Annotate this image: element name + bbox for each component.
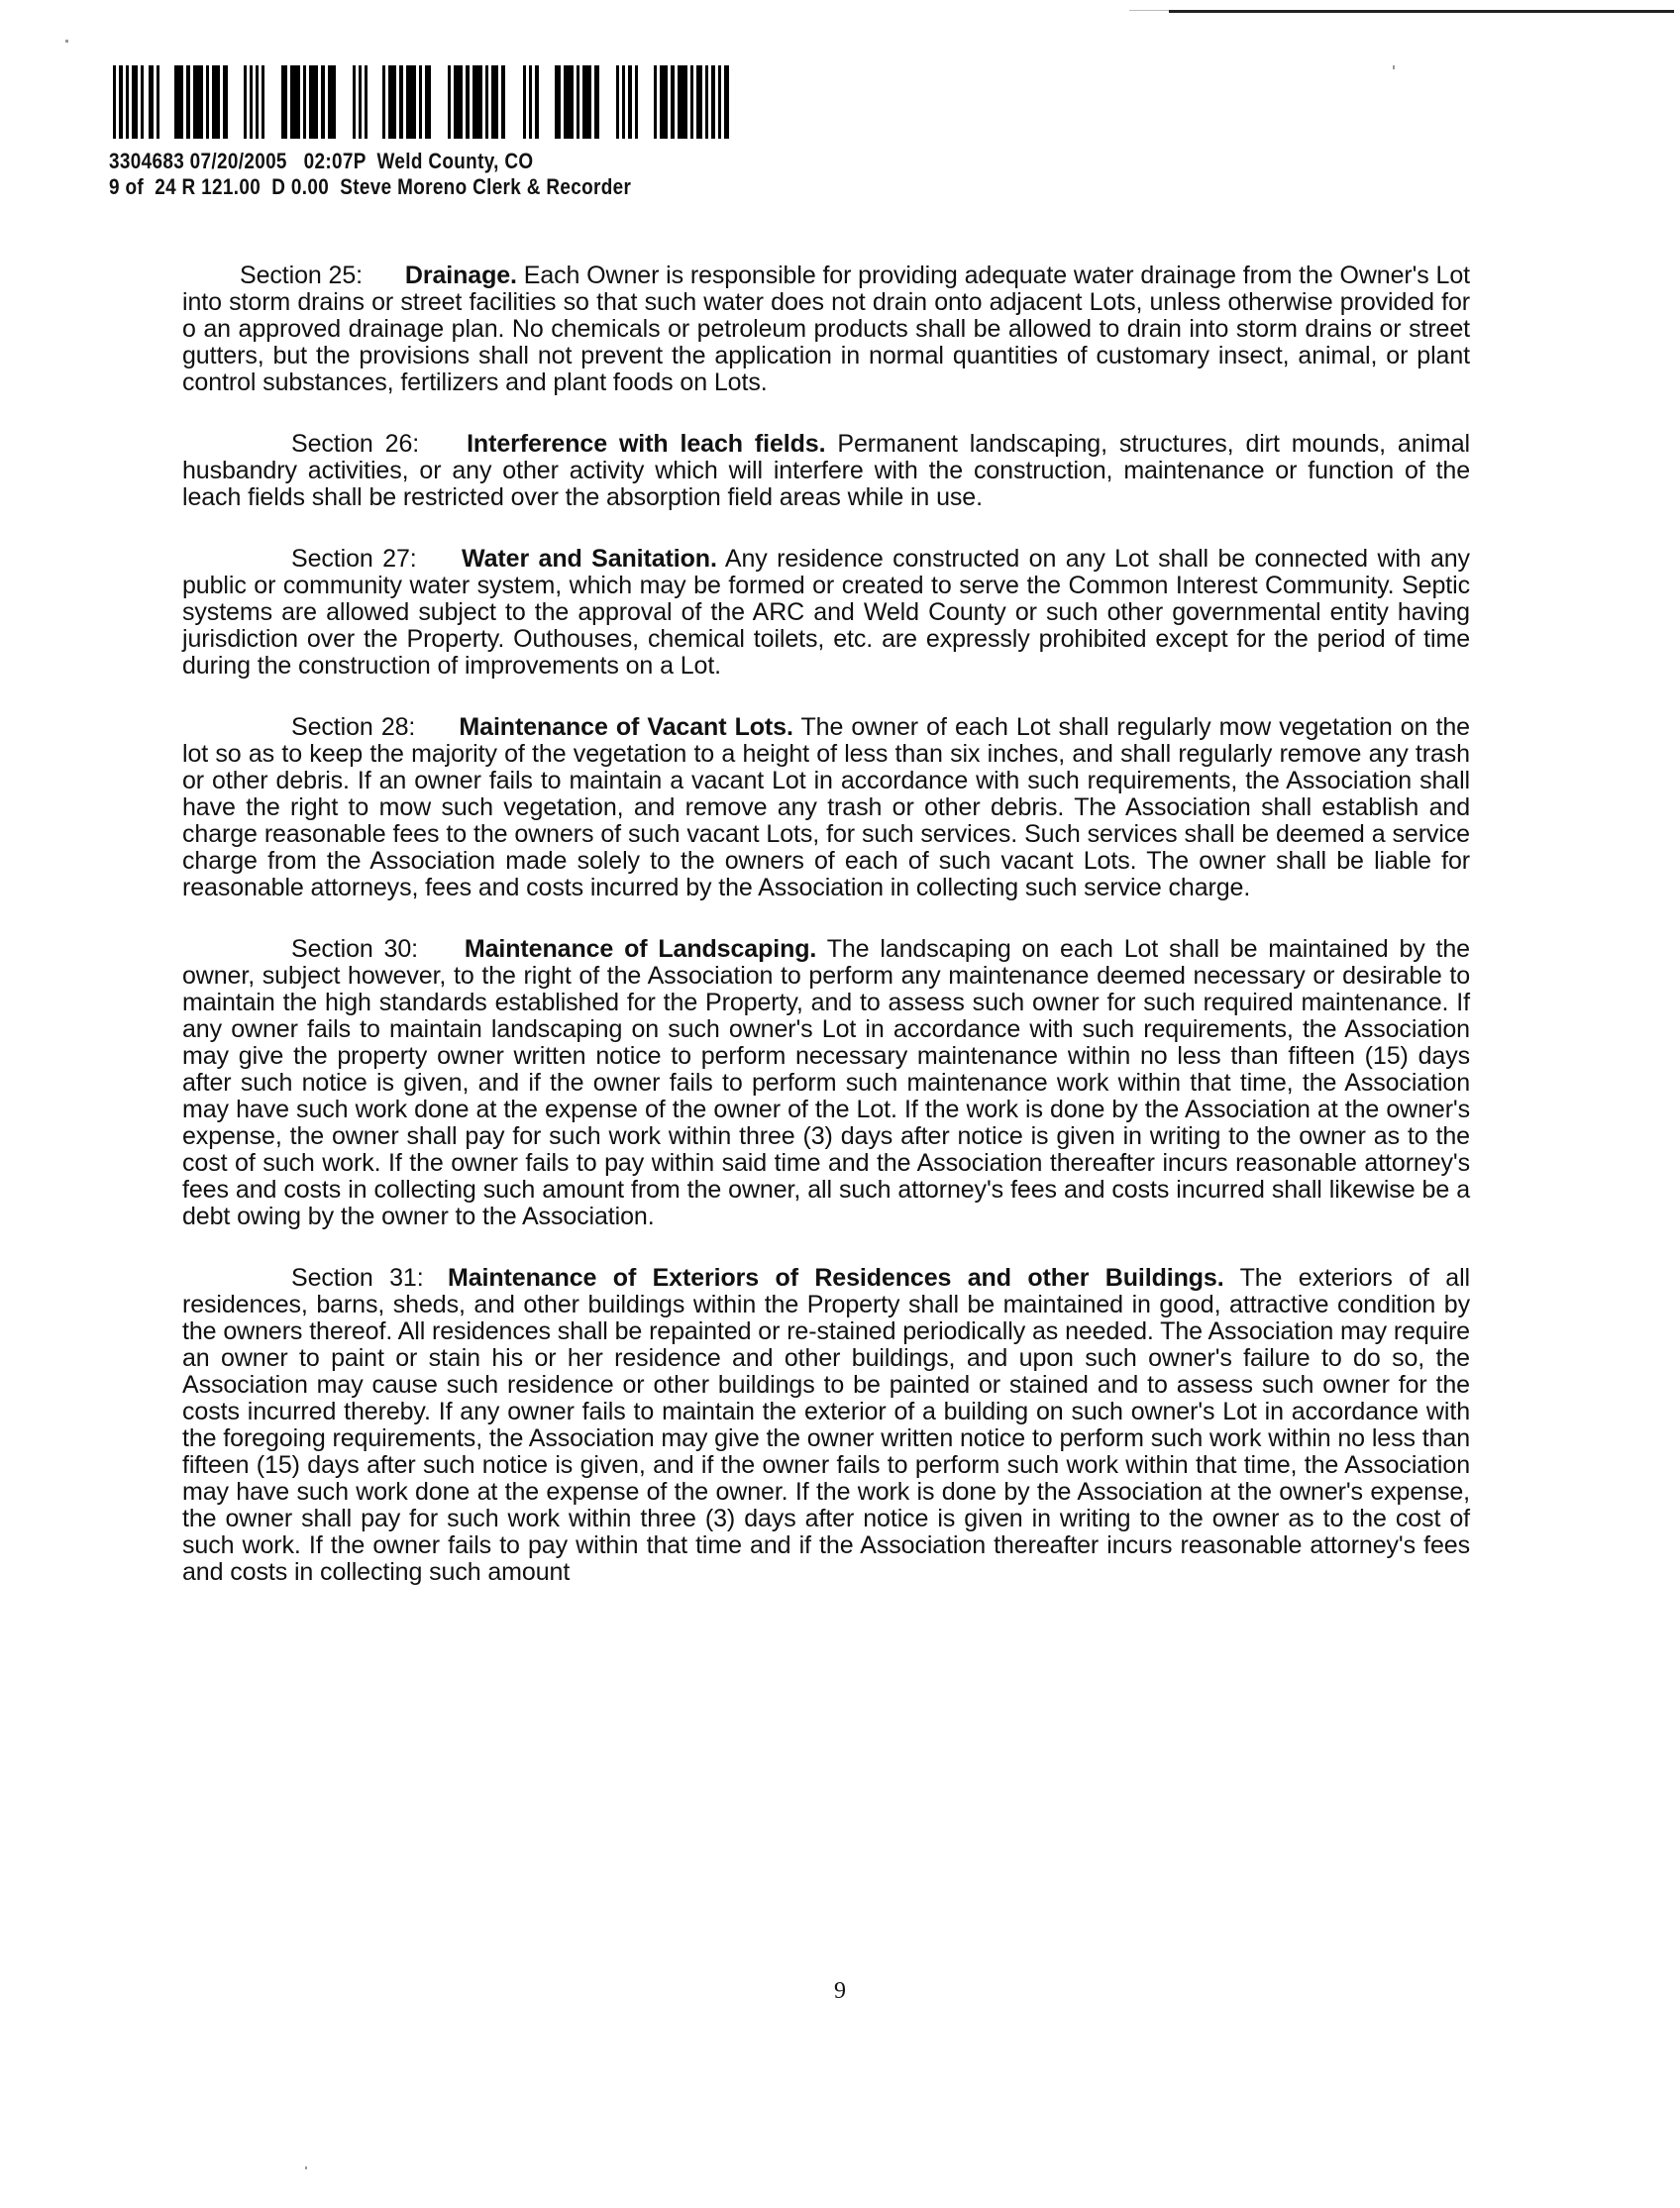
section-title: Water and Sanitation. (462, 545, 717, 573)
section-text: The owner of each Lot shall regularly mow vegetation on the lot so as to keep the majority of the vegetation to a height of less than six inches, and shall regularly remove any trash or other debris. If an owner fails to maintain a vacant Lot in accordance with such requirements, the Association shall have the right to mow such vegetation, and remove any trash or other debris. The Association shall establish and charge reasonable fees to the owners of such vacant Lots, for such services. Such services shall be deemed a service charge from the Association made solely to the owners of each of such vacant Lots. The owner shall be liable for reasonable attorneys, fees and costs incurred by the Association in collecting such service charge. (182, 713, 1470, 901)
section-number: Section 27: (291, 545, 417, 573)
barcode-image (109, 65, 783, 139)
section-number: Section 31: (291, 1264, 424, 1292)
recording-line-page-fees: 9 of 24 R 121.00 D 0.00 Steve Moreno Clerk & Recorder (109, 174, 632, 199)
recording-stamp (109, 65, 802, 200)
section-text: Permanent landscaping, structures, dirt mounds, animal husbandry activities, or any other activity which will interfere with the construction, maintenance or function of the leach fields shall be restricted over the absorption field areas while in use. (182, 430, 1470, 511)
section-number: Section 30: (291, 935, 419, 963)
document-body (182, 263, 1470, 1621)
section-number: Section 28: (291, 713, 416, 741)
scan-edge-line-faint (1129, 10, 1169, 11)
section-25-paragraph (182, 263, 1470, 396)
section-text: Any residence constructed on any Lot shall be connected with any public or community water system, which may be formed or created to serve the Common Interest Community. Septic systems are allowed subject to the approval of the ARC and Weld County or such other governmental entity having jurisdiction over the Property. Outhouses, chemical toilets, etc. are expressly prohibited except for the period of time during the construction of improvements on a Lot. (182, 545, 1470, 680)
section-31-paragraph (182, 1265, 1470, 1586)
section-text: The landscaping on each Lot shall be maintained by the owner, subject however, to the right of the Association to perform any maintenance deemed necessary or desirable to maintain the high standards established for the Property, and to assess such owner for such required maintenance. If any owner fails to maintain landscaping on such owner's Lot in accordance with such requirements, the Association may give the property owner written notice to perform necessary maintenance within no less than fifteen (15) days after such notice is given, and if the owner fails to perform such maintenance work within that time, the Association may have such work done at the expense of the owner of the Lot. If the work is done by the Association at the owner's expense, the owner shall pay for such work within three (3) days after notice is given in writing to the owner as to the cost of such work. If the owner fails to pay within said time and the Association thereafter incurs reasonable attorney's fees and costs in collecting such amount from the owner, all such attorney's fees and costs incurred shall likewise be a debt owing by the owner to the Association. (182, 935, 1470, 1230)
section-27-paragraph (182, 546, 1470, 680)
section-26-paragraph (182, 431, 1470, 511)
section-title: Maintenance of Exteriors of Residences and other Buildings. (448, 1264, 1224, 1292)
scan-edge-line (1169, 10, 1674, 13)
page-number: 9 (834, 1978, 846, 2004)
section-title: Maintenance of Landscaping. (464, 935, 817, 963)
section-title: Maintenance of Vacant Lots. (459, 713, 793, 741)
scan-speck (305, 2166, 307, 2169)
recording-line-reception: 3304683 07/20/2005 02:07P Weld County, CO (109, 149, 534, 173)
section-text: The exteriors of all residences, barns, sheds, and other buildings within the Property shall be maintained in good, attractive condition by the owners thereof. All residences shall be repainted or re-stained periodically as needed. The Association may require an owner to paint or stain his or her residence and other buildings, and upon such owner's failure to do so, the Association may cause such residence or other buildings to be painted or stained and to assess such owner for the costs incurred thereby. If any owner fails to maintain the exterior of a building on such owner's Lot in accordance with the foregoing requirements, the Association may give the owner written notice to perform such work within no less than fifteen (15) days after such notice is given, and if the owner fails to perform such work within that time, the Association may have such work done at the expense of the owner. If the work is done by the Association at the owner's expense, the owner shall pay for such work within three (3) days after notice is given in writing to the owner as to the cost of such work. If the owner fails to pay within that time and if the Association thereafter incurs reasonable attorney's fees and costs in collecting such amount (182, 1264, 1470, 1586)
section-title: Interference with leach fields. (467, 430, 826, 458)
section-28-paragraph (182, 714, 1470, 901)
scan-speck (1393, 65, 1395, 69)
section-text: Each Owner is responsible for providing adequate water drainage from the Owner's Lot into storm drains or street facilities so that such water does not drain onto adjacent Lots, unless otherwise provided for o an approved drainage plan. No chemicals or petroleum products shall be allowed to drain into storm drains or street gutters, but the provisions shall not prevent the application in normal quantities of customary insect, animal, or plant control substances, fertilizers and plant foods on Lots. (182, 262, 1470, 396)
section-number: Section 25: (240, 262, 363, 289)
section-title: Drainage. (404, 262, 517, 289)
scan-speck (65, 40, 68, 43)
section-30-paragraph (182, 936, 1470, 1230)
section-number: Section 26: (291, 430, 420, 458)
